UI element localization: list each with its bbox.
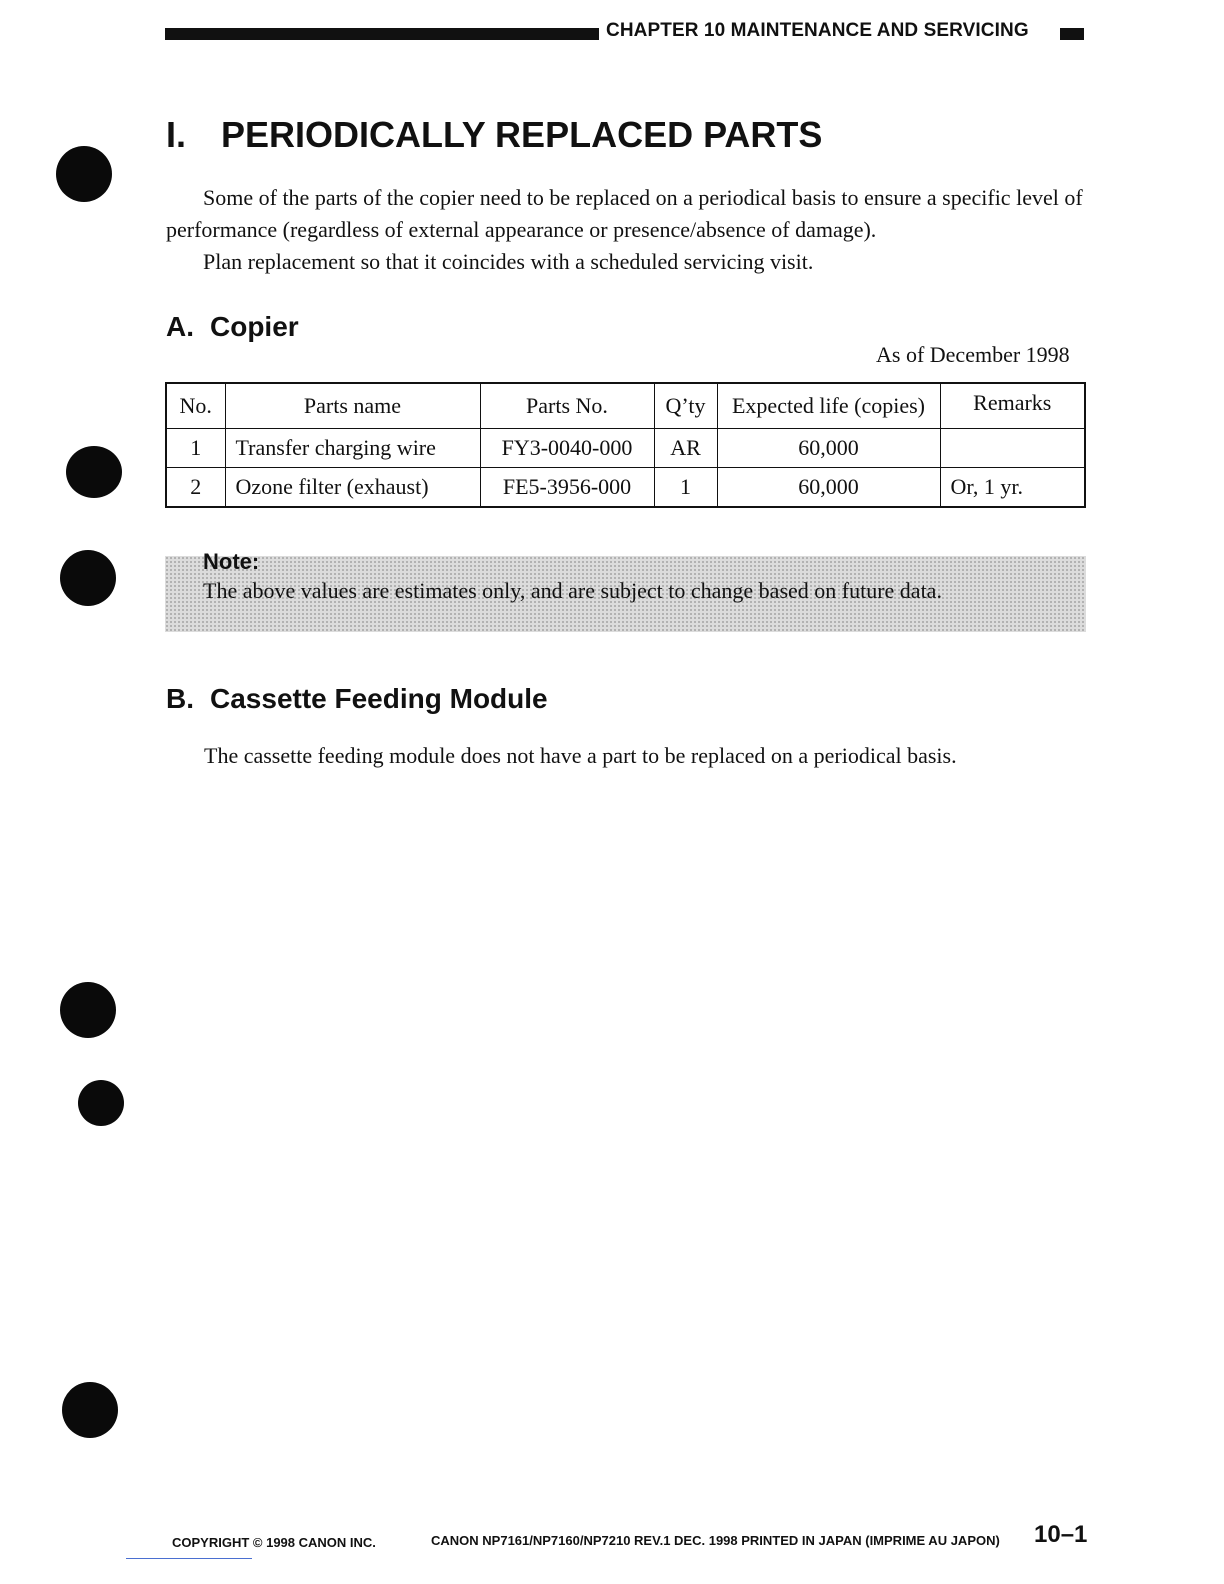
binder-hole [60,550,116,606]
cassette-paragraph: The cassette feeding module does not have a part to be replaced on a periodical basis. [204,743,957,768]
cell-parts-no: FE5-3956-000 [480,468,654,508]
column-header: Parts No. [480,383,654,429]
binder-hole [66,446,122,498]
cassette-title: Cassette Feeding Module [210,683,548,714]
column-header: Parts name [225,383,480,429]
cell-qty: 1 [654,468,717,508]
as-of-date: As of December 1998 [876,342,1070,367]
footer-underline [126,1558,252,1559]
binder-hole [56,146,112,202]
cell-qty: AR [654,429,717,468]
column-header: Q’ty [654,383,717,429]
intro-paragraph: Some of the parts of the copier need to be replaced on a periodical basis to ensure a specific level of performance (regardless of external appearance or presence/absence of damage). [166,185,1083,242]
table-header-row [166,383,1085,429]
cell-expected-life: 60,000 [717,468,940,508]
column-header: Expected life (copies) [717,383,940,429]
page-number: 10–1 [1034,1521,1088,1548]
copier-heading [166,311,299,343]
section-heading [166,114,822,156]
cell-parts-name: Ozone filter (exhaust) [225,468,480,508]
copier-letter: A. [166,311,194,342]
binder-hole [60,982,116,1038]
cell-parts-no: FY3-0040-000 [480,429,654,468]
note-title: Note: [203,549,260,574]
binder-hole [78,1080,124,1126]
cell-remarks [940,429,1085,468]
cell-expected-life: 60,000 [717,429,940,468]
footer-copyright: COPYRIGHT © 1998 CANON INC. [172,1535,376,1550]
table-row [166,429,1085,468]
cell-no: 2 [166,468,225,508]
cassette-letter: B. [166,683,194,714]
plan-paragraph: Plan replacement so that it coincides with a scheduled servicing visit. [203,249,814,274]
section-number: I. [166,114,187,155]
column-header: Remarks [940,383,1085,429]
chapter-header: CHAPTER 10 MAINTENANCE AND SERVICING [606,20,1029,41]
header-rule-right [1060,28,1084,40]
cell-remarks: Or, 1 yr. [940,468,1085,508]
header-rule-left [165,28,599,40]
footer-model: CANON NP7161/NP7160/NP7210 REV.1 DEC. 1998 PRINTED IN JAPAN (IMPRIME AU JAPON) [431,1533,1000,1548]
section-title: PERIODICALLY REPLACED PARTS [221,114,823,155]
cell-no: 1 [166,429,225,468]
table-row [166,468,1085,508]
column-header: No. [166,383,225,429]
binder-hole [62,1382,118,1438]
note-text: The above values are estimates only, and are subject to change based on future data. [203,578,942,603]
copier-title: Copier [210,311,299,342]
cell-parts-name: Transfer charging wire [225,429,480,468]
cassette-heading [166,683,548,715]
parts-table [165,382,1086,508]
